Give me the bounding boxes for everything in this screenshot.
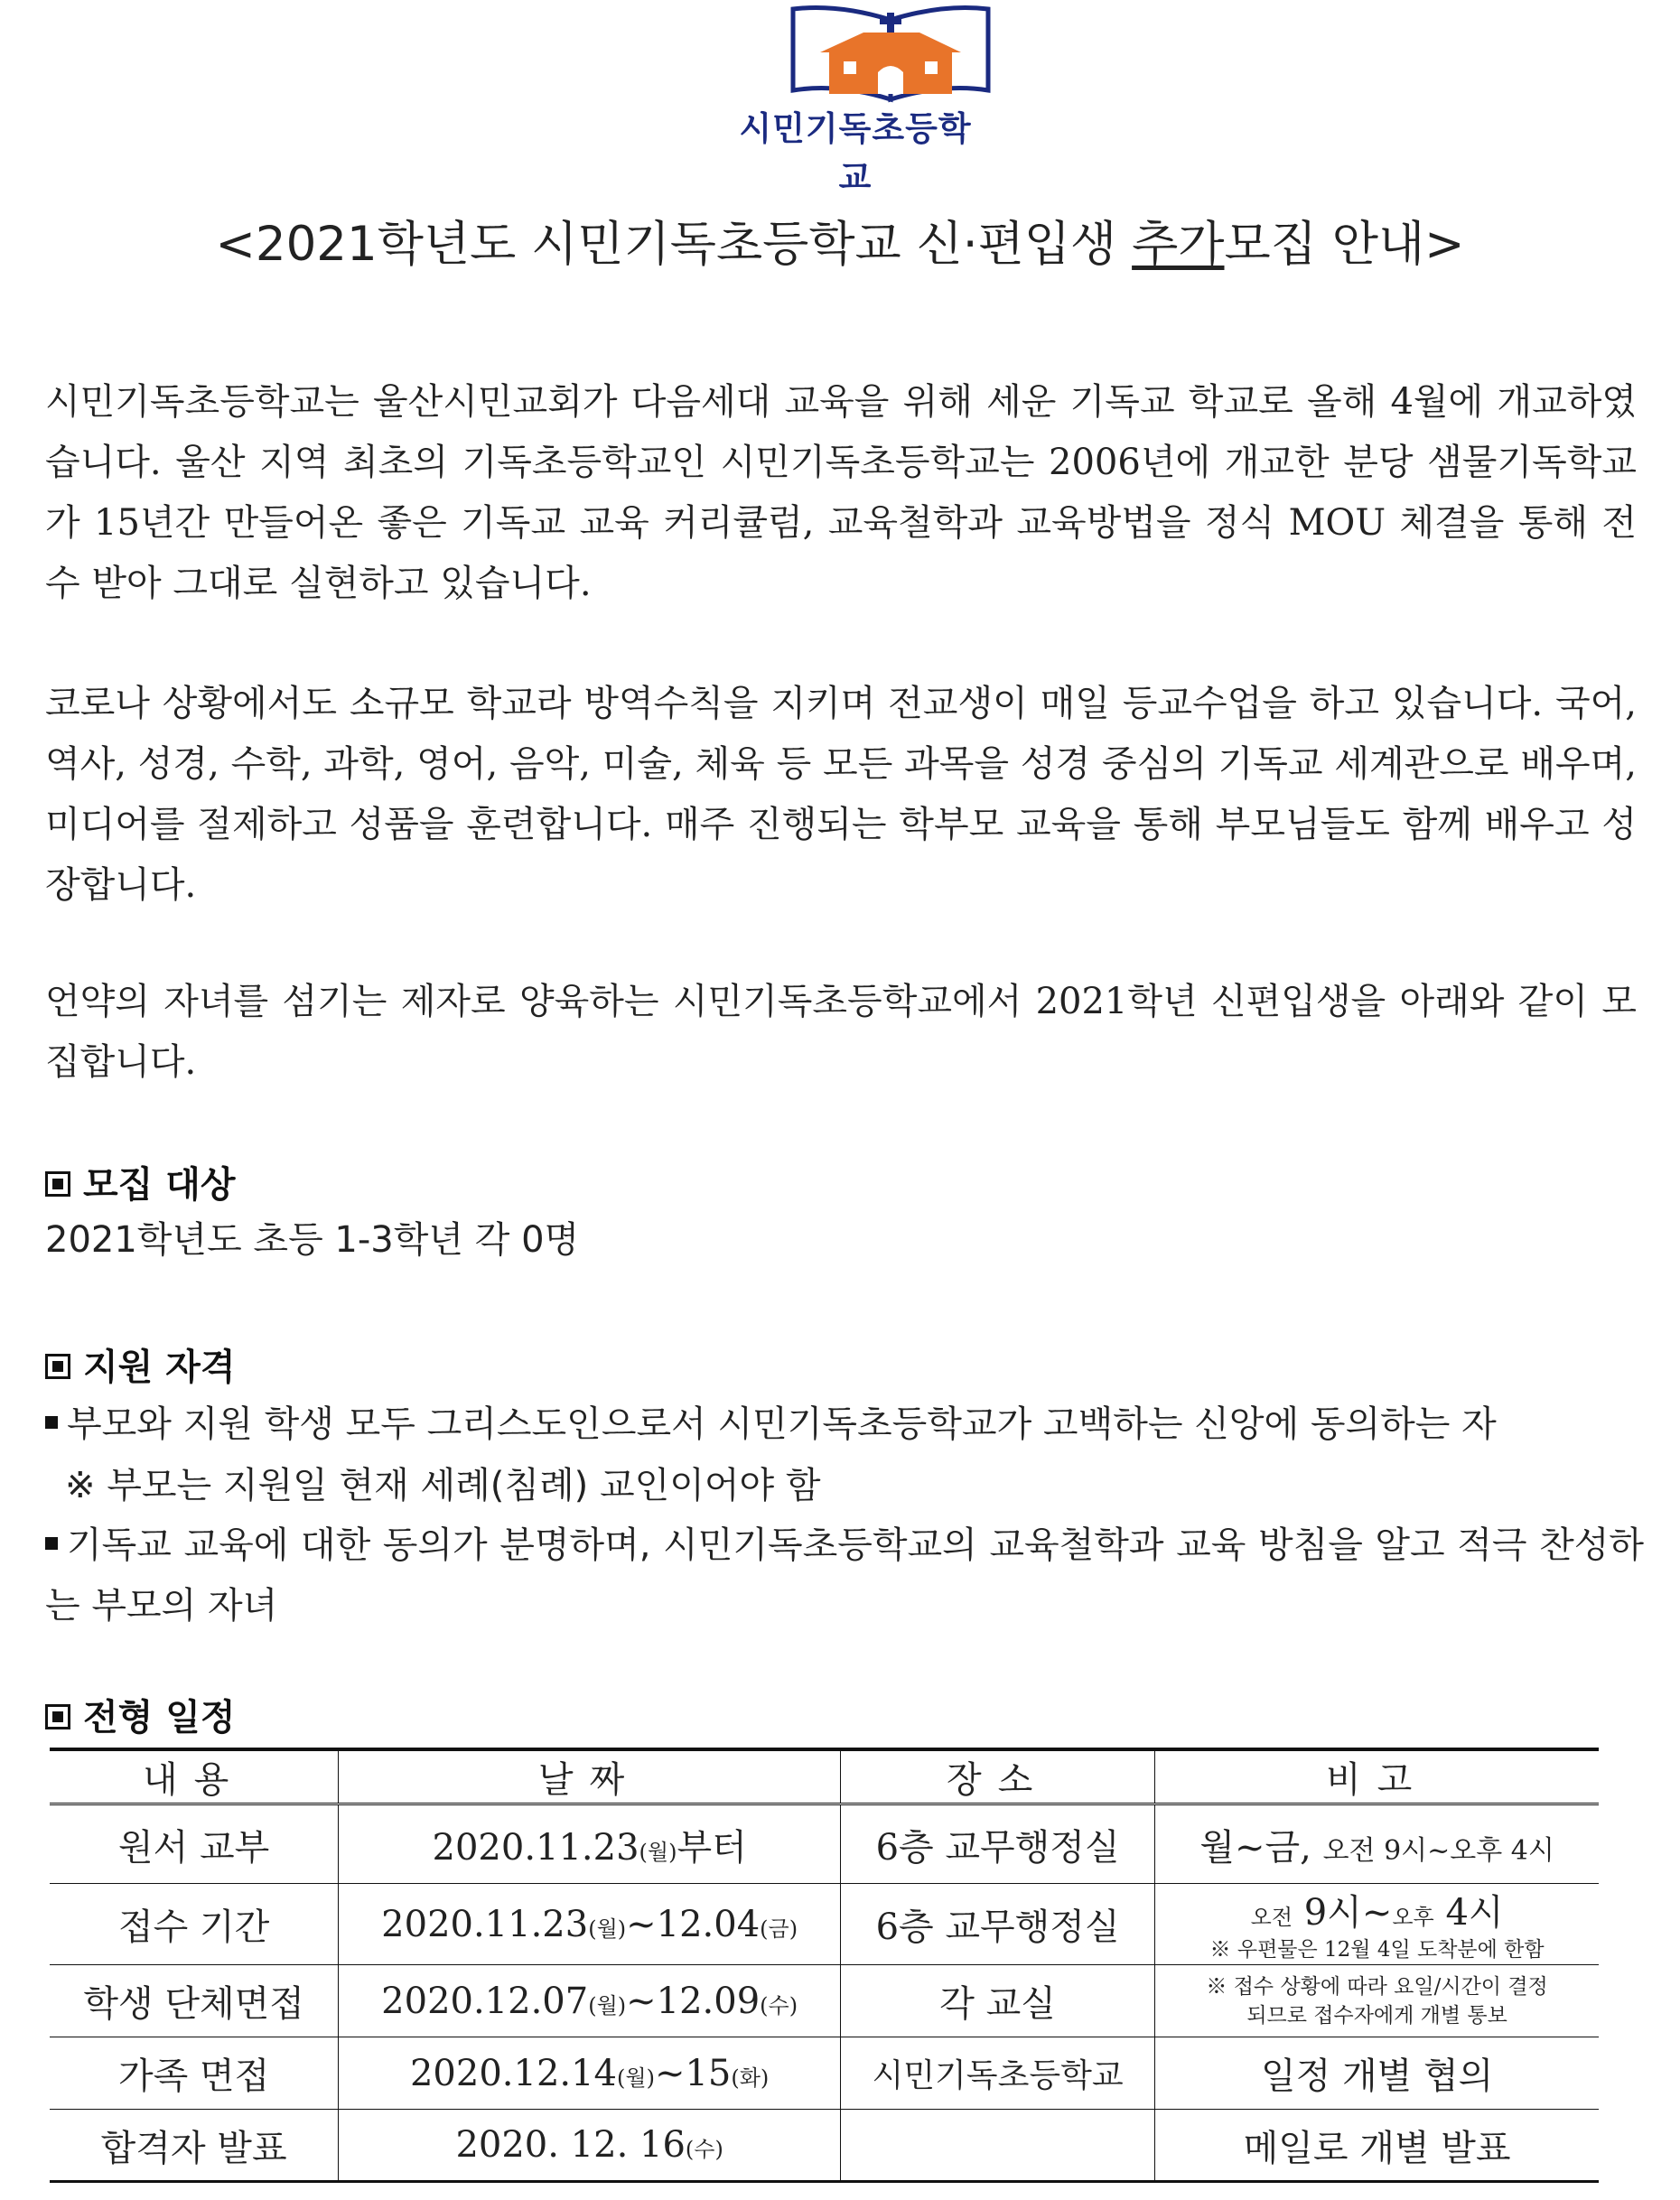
table-row: 학생 단체면접 2020.12.07(월)~12.09(수) 각 교실 ※ 접수 상황에 따라 요일/시간이 결정 되므로 접수자에게 개별 통보 xyxy=(50,1965,1599,2037)
header-date: 날짜 xyxy=(339,1749,841,1804)
schedule-table xyxy=(50,1748,1599,2183)
bullet-box-icon xyxy=(45,1704,70,1729)
school-logo-text: 시민기독초등학교 xyxy=(739,109,972,197)
qualification-note: ※ 부모는 지원일 현재 세례(침례) 교인이어야 함 xyxy=(65,1465,821,1506)
covid-paragraph: 코로나 상황에서도 소규모 학교라 방역수칙을 지키며 전교생이 매일 등교수업을 하고 있습니다. 국어, 역사, 성경, 수학, 과학, 영어, 음악, 미술, 체육 등 모든 과목을 성경 중심의 기독교 세계관으로 배우며, 미디어를 절제하고 성품을 훈련합니다. 매주 진행되는 학부모 교육을 통해 부모님들도 함께 배우고 성장합니다. xyxy=(45,683,1637,906)
table-row: 원서 교부 2020.11.23(월)부터 6층 교무행정실 월~금, 오전 9시~오후 4시 xyxy=(50,1804,1599,1884)
bullet-box-icon xyxy=(45,1354,70,1379)
square-bullet-icon xyxy=(45,1416,58,1429)
intro-paragraph: 시민기독초등학교는 울산시민교회가 다음세대 교육을 위해 세운 기독교 학교로 올해 4월에 개교하였습니다. 울산 지역 최초의 기독초등학교인 시민기독초등학교는 2006년에 개교한 분당 샘물기독학교가 15년간 만들어온 좋은 기독교 교육 커리큘럼, 교육철학과 교육방법을 정식 MOU 체결을 통해 전수 받아 그대로 실현하고 있습니다. xyxy=(45,381,1637,604)
section-heading-target: 모집 대상 xyxy=(45,1156,236,1207)
table-row: 접수 기간 2020.11.23(월)~12.04(금) 6층 교무행정실 오전 9시~오후 4시 ※ 우편물은 12월 4일 도착분에 한함 xyxy=(50,1884,1599,1965)
qualification-item: 부모와 지원 학생 모두 그리스도인으로서 시민기독초등학교가 고백하는 신앙에 동의하는 자 xyxy=(45,1394,1644,1455)
square-bullet-icon xyxy=(45,1537,58,1550)
header-content: 내용 xyxy=(50,1749,339,1804)
target-text: 2021학년도 초등 1-3학년 각 0명 xyxy=(45,1219,580,1261)
section-heading-qualification: 지원 자격 xyxy=(45,1338,236,1390)
qualification-item: 기독교 교육에 대한 동의가 분명하며, 시민기독초등학교의 교육철학과 교육 방침을 알고 적극 찬성하는 부모의 자녀 xyxy=(45,1524,1644,1627)
header-note: 비고 xyxy=(1155,1749,1599,1804)
title-emphasis: 추가 xyxy=(1132,217,1225,272)
table-row: 가족 면접 2020.12.14(월)~15(화) 시민기독초등학교 일정 개별 협의 xyxy=(50,2037,1599,2110)
section-heading-schedule: 전형 일정 xyxy=(45,1689,236,1740)
header-place: 장소 xyxy=(841,1749,1155,1804)
table-header-row xyxy=(50,1749,1599,1804)
page-title: <2021학년도 시민기독초등학교 신·편입생 추가모집 안내> xyxy=(215,217,1465,272)
table-row: 합격자 발표 2020. 12. 16(수) 메일로 개별 발표 xyxy=(50,2110,1599,2182)
bullet-box-icon xyxy=(45,1171,70,1197)
recruit-paragraph: 언약의 자녀를 섬기는 제자로 양육하는 시민기독초등학교에서 2021학년 신편입생을 아래와 같이 모집합니다. xyxy=(45,981,1637,1083)
